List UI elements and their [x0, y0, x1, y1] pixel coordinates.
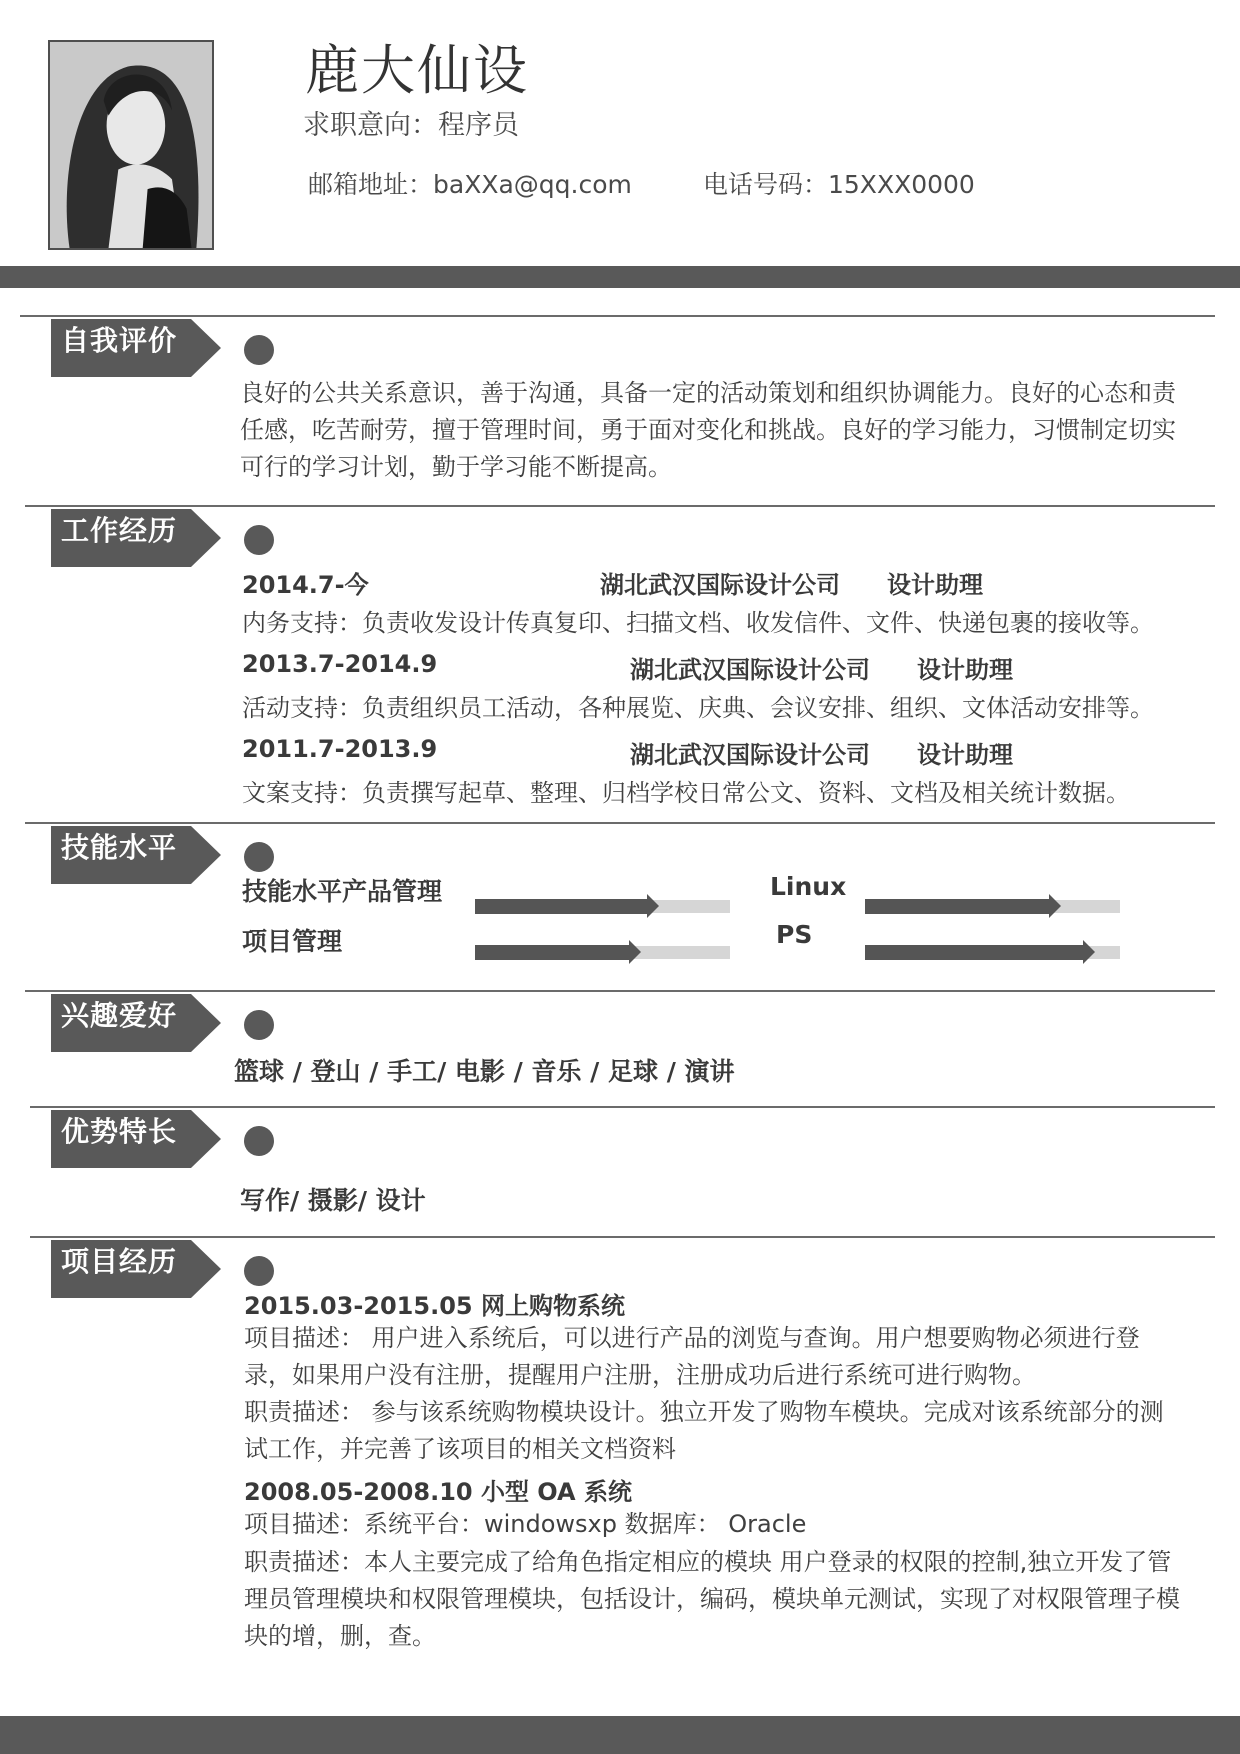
work-date: 2013.7-2014.9: [242, 650, 438, 678]
section-tag: [51, 994, 221, 1052]
section-divider: [25, 822, 1215, 824]
skill-bar: [475, 894, 730, 918]
bullet-dot: [244, 842, 274, 872]
work-company: 湖北武汉国际设计公司: [630, 741, 870, 769]
section-title: 优势特长: [61, 1115, 178, 1148]
self-evaluation-text: 良好的公共关系意识，善于沟通，具备一定的活动策划和组织协调能力。良好的心态和责任感，吃苦耐劳，擅于管理时间，勇于面对变化和挑战。良好的学习能力，习惯制定切实可行的学习计划，勤于学习能不断提高。: [240, 379, 1176, 481]
section-skills: [0, 822, 1240, 982]
work-company: 湖北武汉国际设计公司: [630, 656, 870, 684]
section-work-experience: [0, 505, 1240, 805]
bullet-dot: [244, 1010, 274, 1040]
work-company: 湖北武汉国际设计公司: [600, 571, 840, 599]
section-divider: [30, 1236, 1215, 1238]
skill-bar-fill: [475, 945, 629, 960]
section-divider: [20, 315, 1215, 317]
section-divider: [30, 1106, 1215, 1108]
skill-bar-arrowhead: [647, 894, 659, 918]
section-title: 兴趣爱好: [61, 999, 178, 1032]
skill-bar: [865, 894, 1120, 918]
section-title: 工作经历: [61, 514, 178, 547]
skill-bar-arrowhead: [1049, 894, 1061, 918]
section-tag: [51, 319, 221, 377]
skill-bar-arrowhead: [629, 940, 641, 964]
bullet-dot: [244, 335, 274, 365]
project-heading: 2008.05-2008.10 小型 OA 系统: [244, 1478, 632, 1506]
skill-bar-fill: [865, 945, 1083, 960]
strengths-text: 写作/ 摄影/ 设计: [240, 1186, 426, 1215]
skill-label: Linux: [770, 872, 847, 901]
skill-bar: [475, 940, 730, 964]
project-responsibility: 职责描述： 参与该系统购物模块设计。独立开发了购物车模块。完成对该系统部分的测试工作，并完善了该项目的相关文档资料: [244, 1398, 1164, 1463]
footer-band: [0, 1716, 1240, 1754]
email-address: 邮箱地址：baXXa@qq.com: [308, 170, 632, 199]
work-description: 活动支持：负责组织员工活动，各种展览、庆典、会议安排、组织、文体活动安排等。: [242, 694, 1154, 722]
section-title: 自我评价: [61, 324, 178, 357]
section-tag: [51, 1110, 221, 1168]
skill-label: 项目管理: [242, 927, 343, 956]
header-divider-band: [0, 266, 1240, 288]
section-tag: [51, 826, 221, 884]
section-strengths: [0, 1106, 1240, 1216]
section-divider: [25, 990, 1215, 992]
section-tag: [51, 509, 221, 567]
section-hobbies: [0, 990, 1240, 1090]
profile-photo: [48, 40, 214, 250]
bullet-dot: [244, 1126, 274, 1156]
job-intent: 求职意向：程序员: [303, 110, 519, 141]
work-date: 2014.7-今: [242, 571, 369, 599]
bullet-dot: [244, 1256, 274, 1286]
section-projects: [0, 1236, 1240, 1676]
project-responsibility: 职责描述：本人主要完成了给角色指定相应的模块 用户登录的权限的控制,独立开发了管理员管理模块和权限管理模块，包括设计，编码，模块单元测试，实现了对权限管理子模块的增，删，查。: [244, 1548, 1180, 1650]
work-date: 2011.7-2013.9: [242, 735, 438, 763]
bullet-dot: [244, 525, 274, 555]
project-heading: 2015.03-2015.05 网上购物系统: [244, 1292, 625, 1320]
skill-bar-arrowhead: [1083, 940, 1095, 964]
section-tag: [51, 1240, 221, 1298]
skill-label: PS: [776, 920, 813, 949]
skill-bar-fill: [475, 899, 647, 914]
work-role: 设计助理: [887, 571, 983, 599]
section-title: 项目经历: [61, 1245, 178, 1278]
hobbies-text: 篮球 / 登山 / 手工/ 电影 / 音乐 / 足球 / 演讲: [234, 1057, 735, 1086]
section-title: 技能水平: [61, 831, 178, 864]
section-self-evaluation: [0, 315, 1240, 485]
work-role: 设计助理: [917, 656, 1013, 684]
section-divider: [25, 505, 1215, 507]
skill-bar: [865, 940, 1120, 964]
phone-number: 电话号码：15XXX0000: [703, 170, 975, 199]
skill-bar-fill: [865, 899, 1049, 914]
candidate-name: 鹿大仙设: [305, 39, 529, 102]
project-description: 项目描述：系统平台：windowsxp 数据库： Oracle: [244, 1510, 807, 1538]
work-role: 设计助理: [917, 741, 1013, 769]
project-description: 项目描述： 用户进入系统后，可以进行产品的浏览与查询。用户想要购物必须进行登录，如果用户没有注册，提醒用户注册，注册成功后进行系统可进行购物。: [244, 1324, 1140, 1389]
skill-label: 技能水平产品管理: [242, 877, 443, 906]
work-description: 内务支持：负责收发设计传真复印、扫描文档、收发信件、文件、快递包裹的接收等。: [242, 609, 1154, 637]
work-description: 文案支持：负责撰写起草、整理、归档学校日常公文、资料、文档及相关统计数据。: [242, 779, 1130, 807]
